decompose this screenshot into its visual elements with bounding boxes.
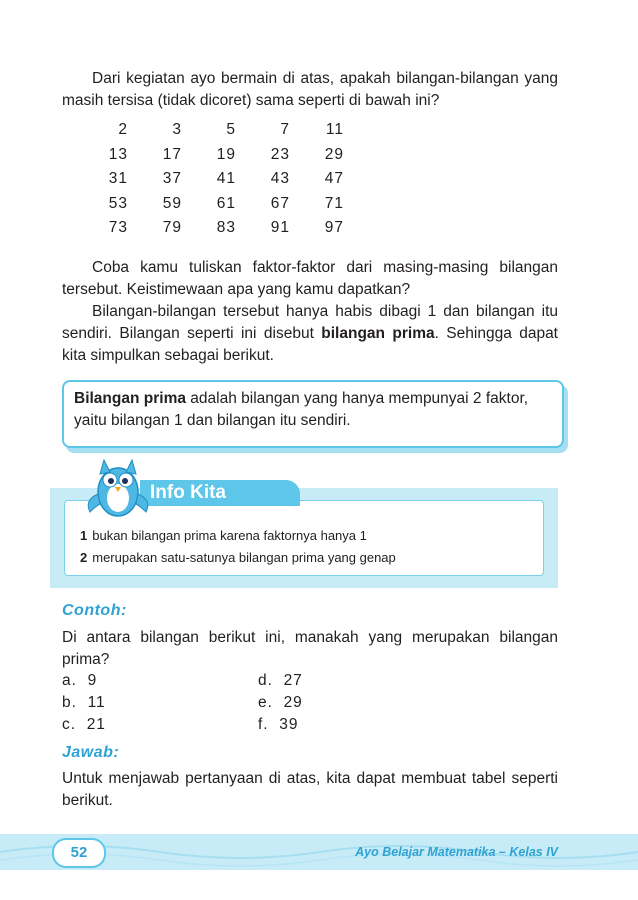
table-cell: 43 bbox=[270, 170, 290, 188]
conclusion-text-before: Bilangan-bilangan tersebut hanya habis dibagi 1 dan bilangan itu sendiri. Bilangan seperti ini disebut bbox=[62, 303, 558, 342]
book-title: Ayo Belajar Matematika – Kelas IV bbox=[355, 845, 558, 859]
table-cell: 5 bbox=[226, 121, 236, 139]
info-kita-box bbox=[50, 452, 558, 588]
table-cell: 7 bbox=[280, 121, 290, 139]
option-value: 11 bbox=[87, 694, 106, 711]
definition-box bbox=[62, 380, 564, 448]
table-cell: 97 bbox=[324, 219, 344, 237]
table-row bbox=[80, 167, 350, 192]
table-cell: 79 bbox=[162, 219, 182, 237]
info-title: Info Kita bbox=[150, 482, 226, 503]
option-value: 21 bbox=[86, 716, 106, 733]
table-cell: 11 bbox=[325, 121, 344, 139]
answer-text: Untuk menjawab pertanyaan di atas, kita dapat membuat tabel seperti berikut. bbox=[62, 770, 558, 809]
info-item-1 bbox=[80, 528, 367, 543]
prime-number-table bbox=[80, 118, 350, 241]
table-cell: 59 bbox=[162, 194, 182, 212]
table-cell: 91 bbox=[270, 219, 290, 237]
conclusion-paragraph bbox=[62, 301, 558, 367]
definition-text: adalah bilangan yang hanya mempunyai 2 faktor, yaitu bilangan 1 dan bilangan itu sendiri. bbox=[74, 390, 529, 429]
option-label: f. bbox=[258, 716, 269, 733]
option-f bbox=[258, 716, 299, 734]
example-heading: Contoh: bbox=[62, 602, 127, 619]
table-row bbox=[80, 192, 350, 217]
example-question: Di antara bilangan berikut ini, manakah yang merupakan bilangan prima? bbox=[62, 629, 558, 668]
option-d bbox=[258, 672, 303, 690]
option-value: 29 bbox=[283, 694, 303, 711]
table-row bbox=[80, 216, 350, 241]
table-cell: 29 bbox=[324, 145, 344, 163]
table-cell: 17 bbox=[162, 145, 182, 163]
table-cell: 53 bbox=[108, 194, 128, 212]
option-value: 39 bbox=[279, 716, 299, 733]
table-cell: 23 bbox=[270, 145, 290, 163]
table-cell: 71 bbox=[324, 194, 344, 212]
option-a bbox=[62, 672, 97, 690]
option-e bbox=[258, 694, 303, 712]
table-row bbox=[80, 143, 350, 168]
info-item-text: merupakan satu-satunya bilangan prima yang genap bbox=[92, 550, 396, 565]
table-cell: 67 bbox=[270, 194, 290, 212]
option-label: c. bbox=[62, 716, 77, 733]
table-cell: 13 bbox=[108, 145, 128, 163]
definition-term: Bilangan prima bbox=[74, 390, 186, 407]
info-item-2 bbox=[80, 550, 396, 565]
table-cell: 41 bbox=[216, 170, 236, 188]
answer-heading: Jawab: bbox=[62, 744, 120, 761]
table-cell: 73 bbox=[108, 219, 128, 237]
option-c bbox=[62, 716, 106, 734]
option-b bbox=[62, 694, 106, 712]
option-label: b. bbox=[62, 694, 77, 711]
factor-paragraph: Coba kamu tuliskan faktor-faktor dari masing-masing bilangan tersebut. Keistimewaan apa yang kamu dapatkan? bbox=[62, 259, 558, 298]
table-cell: 61 bbox=[216, 194, 236, 212]
page-number: 52 bbox=[52, 838, 106, 868]
info-item-number: 1 bbox=[80, 528, 88, 543]
option-value: 27 bbox=[283, 672, 303, 689]
prime-term: bilangan prima bbox=[321, 325, 435, 342]
table-cell: 83 bbox=[216, 219, 236, 237]
table-cell: 3 bbox=[172, 121, 182, 139]
intro-paragraph: Dari kegiatan ayo bermain di atas, apakah bilangan-bilangan yang masih tersisa (tidak dicoret) sama seperti di bawah ini? bbox=[62, 70, 558, 109]
conclusion-text-after: . Sehingga dapat kita simpulkan sebagai berikut. bbox=[62, 325, 558, 364]
table-cell: 2 bbox=[118, 121, 128, 139]
table-cell: 37 bbox=[162, 170, 182, 188]
option-label: a. bbox=[62, 672, 77, 689]
option-label: d. bbox=[258, 672, 273, 689]
info-item-text: bukan bilangan prima karena faktornya hanya 1 bbox=[92, 528, 367, 543]
table-row bbox=[80, 118, 350, 143]
table-cell: 31 bbox=[108, 170, 128, 188]
table-cell: 19 bbox=[216, 145, 236, 163]
option-value: 9 bbox=[87, 672, 98, 689]
owl-mascot-icon bbox=[78, 452, 158, 522]
table-cell: 47 bbox=[324, 170, 344, 188]
option-label: e. bbox=[258, 694, 273, 711]
info-item-number: 2 bbox=[80, 550, 88, 565]
